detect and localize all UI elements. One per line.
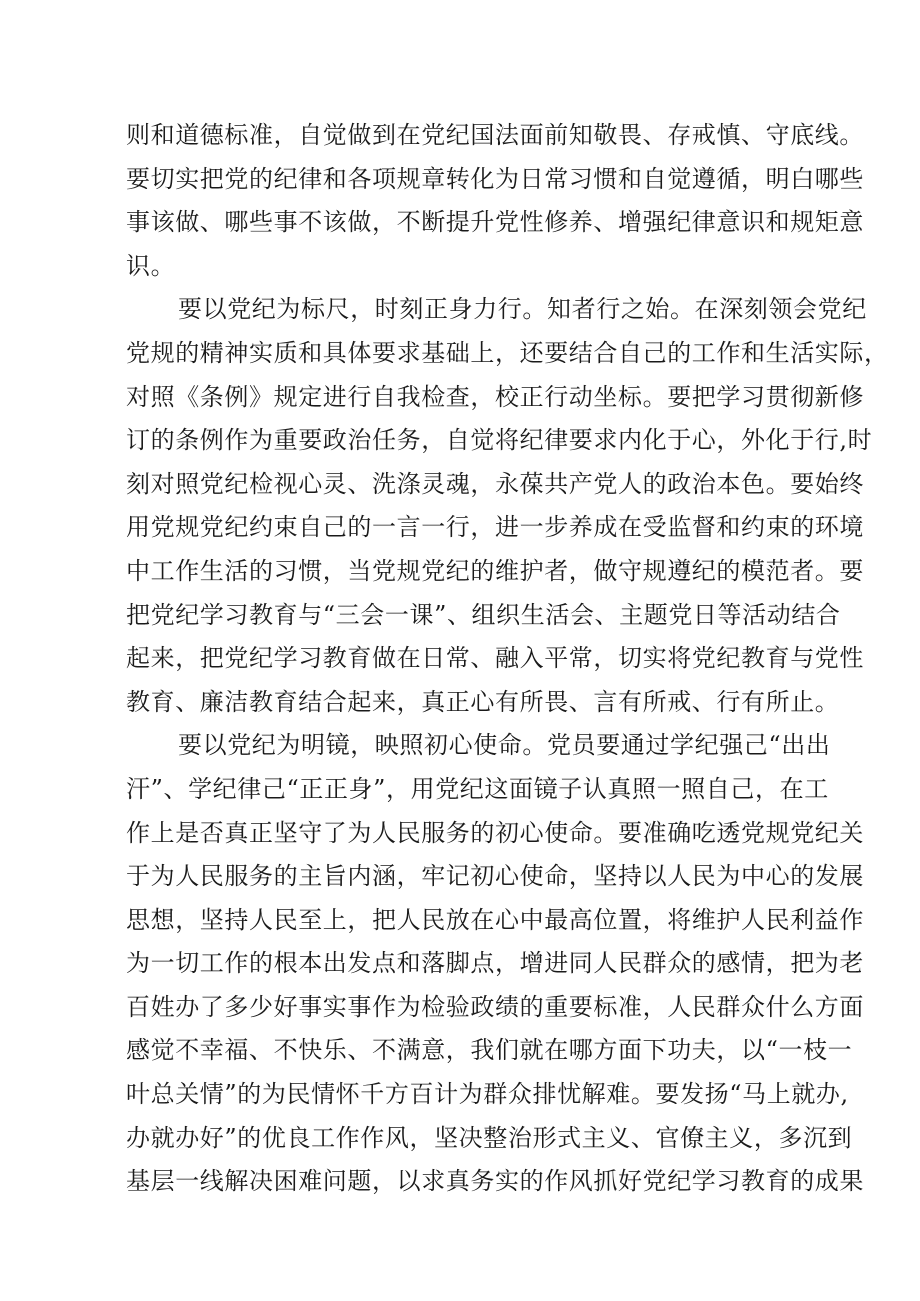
text-line: 识。 — [126, 251, 176, 280]
text-line: 办就办好”的优良工作作风，坚决整治形式主义、官僚主义，多沉到 — [126, 1123, 853, 1152]
text-line: 作上是否真正坚守了为人民服务的初心使命。要准确吃透党规党纪关 — [126, 818, 864, 847]
paragraph-first-line: 要以党纪为明镜，映照初心使命。党员要通过学纪强己“出出 — [178, 731, 831, 760]
text-line: 百姓办了多少好事实事作为检验政绩的重要标准，人民群众什么方面 — [126, 992, 864, 1021]
text-line: 教育、廉洁教育结合起来，真正心有所畏、言有所戒、行有所止。 — [126, 687, 840, 716]
text-line: 事该做、哪些事不该做，不断提升党性修养、增强纪律意识和规矩意 — [126, 208, 864, 237]
paragraph-first-line: 要以党纪为标尺，时刻正身力行。知者行之始。在深刻领会党纪 — [178, 295, 867, 324]
text-line: 起来，把党纪学习教育做在日常、融入平常，切实将党纪教育与党性 — [126, 644, 864, 673]
text-line: 对照《条例》规定进行自我检查，校正行动坐标。要把学习贯彻新修 — [126, 382, 864, 411]
text-line: 党规的精神实质和具体要求基础上，还要结合自己的工作和生活实际， — [126, 338, 889, 367]
text-line: 思想，坚持人民至上，把人民放在心中最高位置，将维护人民利益作 — [126, 905, 864, 934]
text-line: 要切实把党的纪律和各项规章转化为日常习惯和自觉遵循，明白哪些 — [126, 164, 864, 193]
text-line: 汗”、学纪律己“正正身”，用党纪这面镜子认真照一照自己，在工 — [126, 774, 829, 803]
text-line: 刻对照党纪检视心灵、洗涤灵魂，永葆共产党人的政治本色。要始终 — [126, 469, 864, 498]
document-body — [126, 114, 889, 1204]
text-line: 则和道德标准，自觉做到在党纪国法面前知敬畏、存戒慎、守底线。 — [126, 121, 864, 149]
text-line: 把党纪学习教育与“三会一课”、组织生活会、主题党日等活动结合 — [126, 600, 841, 629]
text-line: 中工作生活的习惯，当党规党纪的维护者，做守规遵纪的模范者。要 — [126, 556, 864, 585]
text-line: 于为人民服务的主旨内涵，牢记初心使命，坚持以人民为中心的发展 — [126, 862, 864, 891]
text-line: 订的条例作为重要政治任务，自觉将纪律要求内化于心，外化于行,时 — [126, 426, 873, 455]
text-line: 叶总关情”的为民情怀千方百计为群众排忧解难。要发扬“马上就办, — [126, 1080, 849, 1109]
text-line: 感觉不幸福、不快乐、不满意，我们就在哪方面下功夫，以“一枝一 — [126, 1036, 853, 1065]
text-line: 基层一线解决困难问题，以求真务实的作风抓好党纪学习教育的成果 — [126, 1167, 864, 1196]
text-line: 用党规党纪约束自己的一言一行，进一步养成在受监督和约束的环境 — [126, 513, 864, 542]
text-line: 为一切工作的根本出发点和落脚点，增进同人民群众的感情，把为老 — [126, 949, 864, 978]
